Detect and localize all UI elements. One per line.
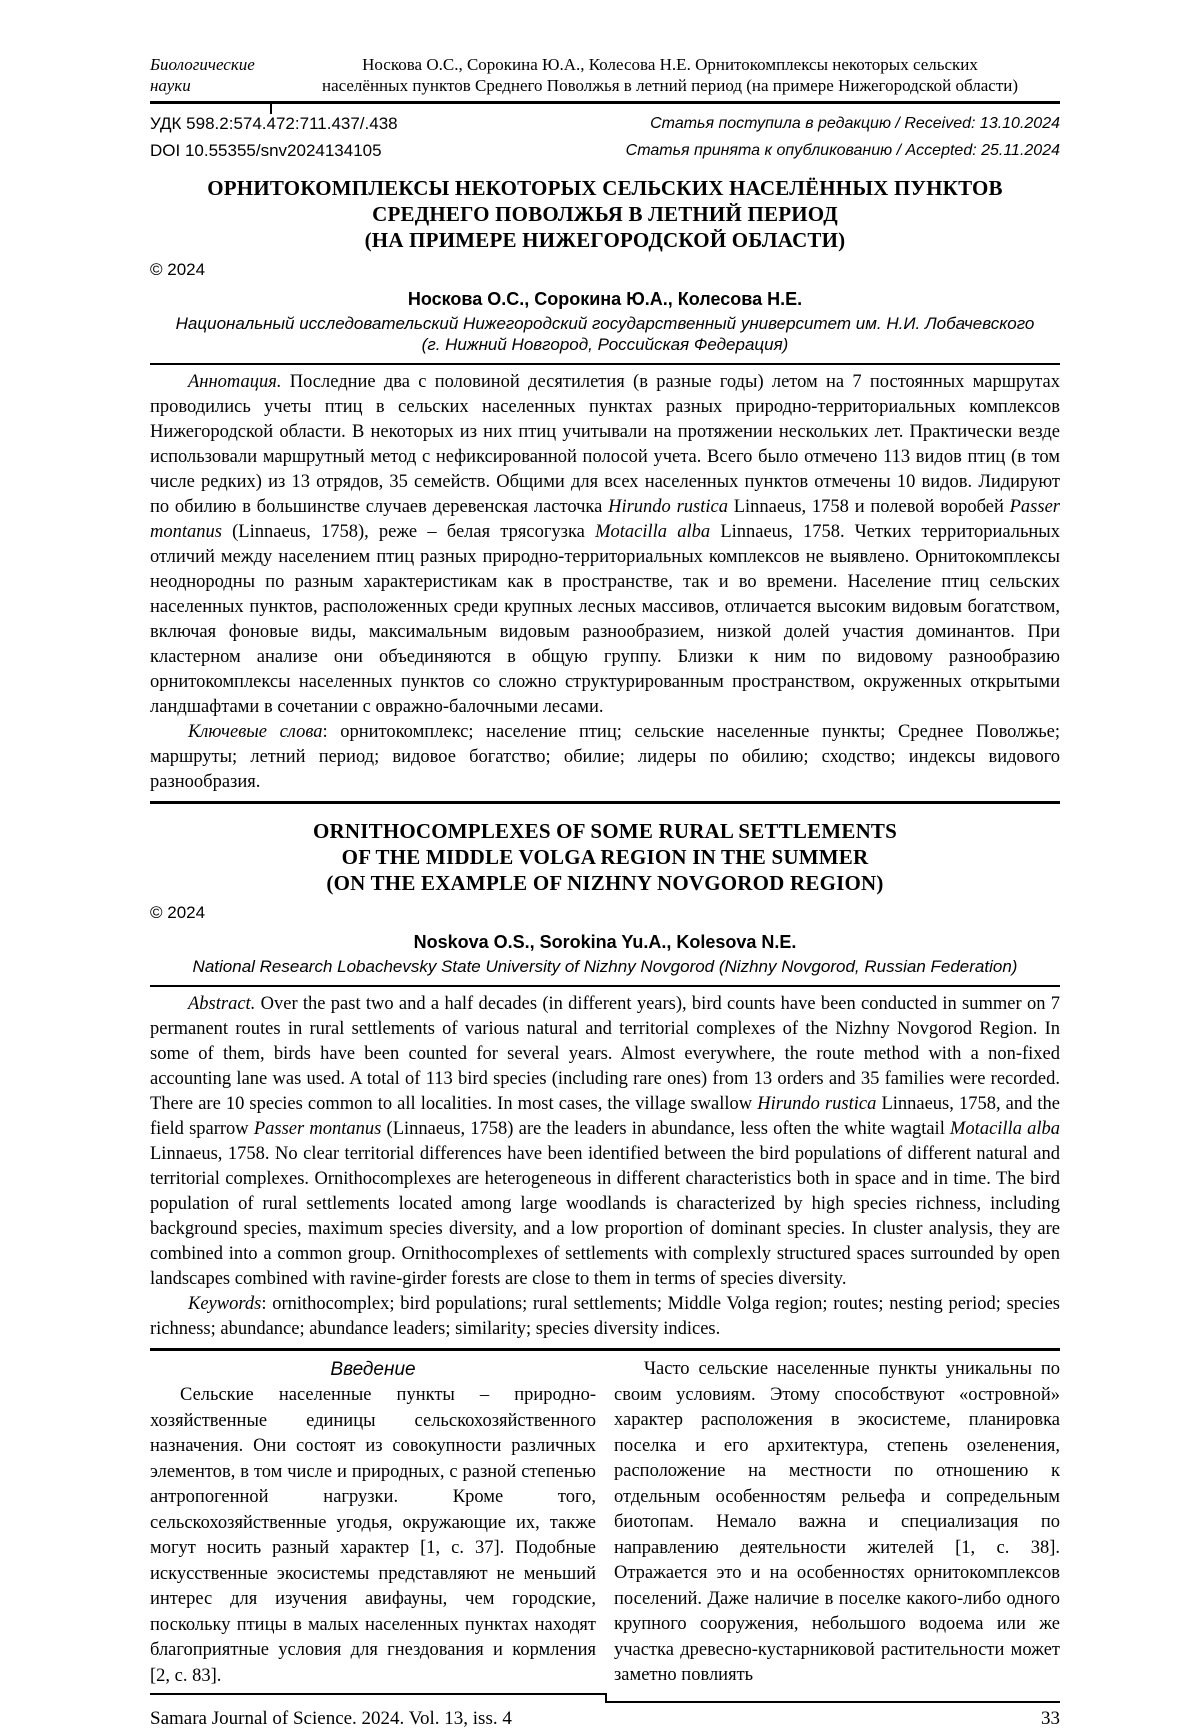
page-number: 33 — [1041, 1708, 1060, 1729]
intro-paragraph-right: Часто сельские населенные пункты уникальны по своим условиям. Этому способствуют «островной» характер расположения в экосистеме, планировка поселка и его архитектура, степень озеленения, расположение на местности по отношению к отдельным особенностям рельефа и сопредельным биотопам. Немало важна и специализация по направлению деятельности жителей [1, с. 38]. Отражается это и на особенностях орнитокомплексов поселений. Даже наличие в поселке какого-либо одного крупного сооружения, небольшого водоема или же участка древесно-кустарниковой растительности может заметно повлиять — [614, 1359, 1060, 1685]
abstract-en-rule — [150, 985, 1060, 987]
article-identifiers — [150, 114, 398, 161]
keywords-en: Keywords: ornithocomplex; bird populations; rural settlements; Middle Volga region; routes; nesting period; species richness; abundance; abundance leaders; similarity; species diversity indices. — [150, 1294, 1060, 1339]
footer-rule-right — [605, 1701, 1060, 1703]
udc-code: УДК 598.2:574.472:711.437/.438 — [150, 114, 398, 133]
affiliation-en-line1: National Research Lobachevsky State University of Nizhny Novgorod (Nizhny Novgorod, Russian Federation) — [192, 957, 1018, 976]
affiliation-en — [150, 956, 1060, 977]
copyright-ru: © 2024 — [150, 260, 206, 279]
header-rule — [150, 101, 1060, 104]
introduction-columns — [150, 1357, 1060, 1689]
running-head — [150, 54, 1060, 96]
intro-heading: Введение — [330, 1359, 416, 1380]
article-title-ru — [150, 175, 1060, 253]
article-title-en-line2: OF THE MIDDLE VOLGA REGION IN THE SUMMER — [341, 845, 869, 869]
running-head-section-line1: Биологические — [150, 55, 255, 74]
authors-ru: Носкова О.С., Сорокина Ю.А., Колесова Н.Е. — [407, 289, 803, 309]
en-section-end-rule — [150, 1348, 1060, 1351]
abstract-en: Abstract. Over the past two and a half decades (in different years), bird counts have been conducted in summer on 7 permanent routes in rural settlements of various natural and territorial complexes of the Nizhny Novgorod Region. In some of them, birds have been counted for several years. Almost everywhere, the route method with a non-fixed accounting lane was used. A total of 113 bird species (including rare ones) from 13 orders and 35 families were recorded. There are 10 species common to all localities. In most cases, the village swallow Hirundo rustica Linnaeus, 1758, and the field sparrow Passer montanus (Linnaeus, 1758) are the leaders in abundance, less often the white wagtail Motacilla alba Linnaeus, 1758. No clear territorial differences have been identified between the bird populations of different natural and territorial complexes. Ornithocomplexes are heterogeneous in different characteristics both in space and in time. The bird population of rural settlements located among large woodlands is characterized by high species richness, including background species, maximum species diversity, and a low proportion of dominant species. In cluster analysis, they are combined into a common group. Ornithocomplexes of settlements with complexly structured spaces surrounded by open landscapes combined with ravine-girder forests are close to them in terms of species diversity. — [150, 994, 1061, 1289]
keywords-ru: Ключевые слова: орнитокомплекс; население птиц; сельские населенные пункты; Среднее Поволжье; маршруты; летний период; видовое богатство; обилие; лидеры по обилию; сходство; индексы видового разнообразия. — [150, 722, 1060, 792]
article-title-ru-line3: (НА ПРИМЕРЕ НИЖЕГОРОДСКОЙ ОБЛАСТИ) — [364, 228, 846, 252]
affiliation-ru — [150, 313, 1060, 355]
article-title-en-line1: ORNITHOCOMPLEXES OF SOME RURAL SETTLEMENTS — [312, 819, 898, 843]
article-dates — [626, 114, 1060, 161]
article-title-en-line3: (ON THE EXAMPLE OF NIZHNY NOVGOROD REGION) — [326, 871, 884, 895]
abstract-ru: Аннотация. Последние два с половиной десятилетия (в разные годы) летом на 7 постоянных маршрутах проводились учеты птиц в сельских населенных пунктах разных природно-территориальных комплексов Нижегородской области. В некоторых из них птиц учитывали на протяжении нескольких лет. Практически везде использовали маршрутный метод с нефиксированной полосой учета. Всего было отмечено 113 видов птиц (в том числе редких) из 13 отрядов, 35 семейств. Общими для всех населенных пунктов отмечены 10 видов. Лидируют по обилию в большинстве случаев деревенская ласточка Hirundo rustica Linnaeus, 1758 и полевой воробей Passer montanus (Linnaeus, 1758), реже – белая трясогузка Motacilla alba Linnaeus, 1758. Четких территориальных отличий между населением птиц разных природно-территориальных комплексов не выявлено. Орнитокомплексы неоднородны по разным характеристикам как в пространстве, так и во времени. Население птиц сельских населенных пунктов, расположенных среди крупных лесных массивов, отличается высоким видовым богатством, включая фоновые виды, максимальным видовым разнообразием, низкой долей участия доминантов. При кластерном анализе они объединяются в общую группу. Близки к ним по видовому разнообразию орнитокомплексы населенных пунктов со сложно структурированным пространством, окруженных открытыми ландшафтами в сочетании с овражно-балочными лесами. — [150, 372, 1060, 717]
article-title-en — [150, 818, 1060, 896]
running-head-section-line2: науки — [150, 76, 191, 95]
article-meta — [150, 114, 1060, 161]
article-title-ru-line2: СРЕДНЕГО ПОВОЛЖЬЯ В ЛЕТНИЙ ПЕРИОД — [372, 202, 838, 226]
intro-column-right — [614, 1357, 1060, 1689]
intro-paragraph-left: Сельские населенные пункты – природно-хозяйственные единицы сельскохозяйственного назначения. Они состоят из совокупности различных элементов, в том числе и природных, с разной степенью антропогенной нагрузки. Кроме того, сельскохозяйственные угодья, окружающие их, также могут носить разный характер [1, с. 37]. Подобные искусственные экосистемы представляют не меньший интерес для изучения авифауны, чем городские, поскольку птицы в малых населенных пунктах находят благоприятные условия для гнездования и кормления [2, с. 83]. — [150, 1385, 596, 1686]
affiliation-ru-line2: (г. Нижний Новгород, Российская Федерация) — [421, 335, 789, 354]
page-footer — [150, 1707, 1060, 1731]
abstract-ru-rule — [150, 363, 1060, 365]
doi-code: DOI 10.55355/snv2024134105 — [150, 141, 382, 160]
received-date: Статья поступила в редакцию / Received: 13.10.2024 — [650, 115, 1060, 132]
running-head-article-line1: Носкова О.С., Сорокина Ю.А., Колесова Н.Е. Орнитокомплексы некоторых сельских — [362, 55, 978, 74]
journal-name: Samara Journal of Science. 2024. Vol. 13, iss. 4 — [150, 1708, 512, 1729]
running-head-article — [280, 54, 1060, 96]
footer-rule — [150, 1693, 1060, 1705]
running-head-article-line2: населённых пунктов Среднего Поволжья в летний период (на примере Нижегородской области) — [321, 76, 1019, 95]
ru-section-end-rule — [150, 801, 1060, 804]
authors-en: Noskova O.S., Sorokina Yu.A., Kolesova N.E. — [413, 932, 797, 952]
header-rule-tick — [270, 104, 272, 114]
article-title-ru-line1: ОРНИТОКОМПЛЕКСЫ НЕКОТОРЫХ СЕЛЬСКИХ НАСЕЛЁННЫХ ПУНКТОВ — [207, 176, 1003, 200]
accepted-date: Статья принята к опубликованию / Accepted: 25.11.2024 — [625, 142, 1060, 159]
running-head-section — [150, 54, 280, 96]
copyright-en: © 2024 — [150, 903, 206, 922]
intro-column-left — [150, 1357, 596, 1689]
affiliation-ru-line1: Национальный исследовательский Нижегородский государственный университет им. Н.И. Лобачевского — [175, 314, 1035, 333]
footer-rule-left — [150, 1693, 605, 1695]
